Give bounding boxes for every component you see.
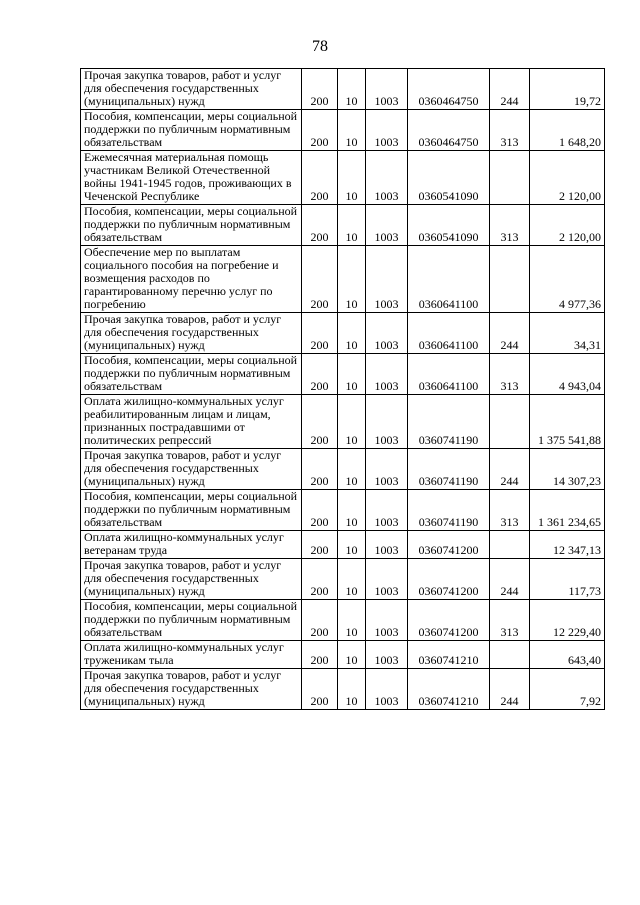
cell-amount: 4 977,36 bbox=[530, 246, 605, 313]
cell-admin-code: 200 bbox=[302, 246, 338, 313]
cell-amount: 1 375 541,88 bbox=[530, 395, 605, 449]
cell-subsection: 1003 bbox=[366, 313, 408, 354]
cell-admin-code: 200 bbox=[302, 449, 338, 490]
cell-section: 10 bbox=[338, 246, 366, 313]
table-row bbox=[81, 559, 605, 600]
cell-admin-code: 200 bbox=[302, 69, 338, 110]
cell-name: Прочая закупка товаров, работ и услуг для обеспечения государственных (муниципальных) нужд bbox=[81, 669, 302, 710]
cell-amount: 19,72 bbox=[530, 69, 605, 110]
cell-name: Пособия, компенсации, меры социальной поддержки по публичным нормативным обязательствам bbox=[81, 354, 302, 395]
table-row bbox=[81, 449, 605, 490]
cell-section: 10 bbox=[338, 110, 366, 151]
cell-admin-code: 200 bbox=[302, 395, 338, 449]
cell-target-article: 0360741210 bbox=[408, 641, 490, 669]
cell-expense-type: 244 bbox=[490, 313, 530, 354]
cell-target-article: 0360641100 bbox=[408, 354, 490, 395]
cell-subsection: 1003 bbox=[366, 600, 408, 641]
cell-amount: 12 229,40 bbox=[530, 600, 605, 641]
cell-target-article: 0360464750 bbox=[408, 110, 490, 151]
cell-admin-code: 200 bbox=[302, 600, 338, 641]
cell-admin-code: 200 bbox=[302, 559, 338, 600]
cell-amount: 643,40 bbox=[530, 641, 605, 669]
cell-admin-code: 200 bbox=[302, 151, 338, 205]
cell-target-article: 0360741200 bbox=[408, 531, 490, 559]
cell-target-article: 0360464750 bbox=[408, 69, 490, 110]
cell-expense-type: 313 bbox=[490, 205, 530, 246]
cell-name: Прочая закупка товаров, работ и услуг для обеспечения государственных (муниципальных) нужд bbox=[81, 313, 302, 354]
cell-amount: 2 120,00 bbox=[530, 151, 605, 205]
cell-amount: 14 307,23 bbox=[530, 449, 605, 490]
cell-section: 10 bbox=[338, 531, 366, 559]
cell-name: Прочая закупка товаров, работ и услуг для обеспечения государственных (муниципальных) нужд bbox=[81, 449, 302, 490]
cell-target-article: 0360541090 bbox=[408, 151, 490, 205]
table-row bbox=[81, 669, 605, 710]
cell-amount: 34,31 bbox=[530, 313, 605, 354]
cell-subsection: 1003 bbox=[366, 490, 408, 531]
cell-section: 10 bbox=[338, 151, 366, 205]
table-row bbox=[81, 110, 605, 151]
cell-subsection: 1003 bbox=[366, 559, 408, 600]
cell-admin-code: 200 bbox=[302, 669, 338, 710]
cell-section: 10 bbox=[338, 449, 366, 490]
cell-expense-type bbox=[490, 531, 530, 559]
cell-name: Пособия, компенсации, меры социальной поддержки по публичным нормативным обязательствам bbox=[81, 205, 302, 246]
cell-section: 10 bbox=[338, 354, 366, 395]
table-row bbox=[81, 490, 605, 531]
cell-name: Обеспечение мер по выплатам социального пособия на погребение и возмещения расходов по гарантированному перечню услуг по погребению bbox=[81, 246, 302, 313]
cell-admin-code: 200 bbox=[302, 354, 338, 395]
cell-admin-code: 200 bbox=[302, 641, 338, 669]
cell-section: 10 bbox=[338, 559, 366, 600]
cell-subsection: 1003 bbox=[366, 246, 408, 313]
table-row bbox=[81, 395, 605, 449]
cell-admin-code: 200 bbox=[302, 490, 338, 531]
cell-subsection: 1003 bbox=[366, 531, 408, 559]
cell-target-article: 0360541090 bbox=[408, 205, 490, 246]
cell-target-article: 0360741210 bbox=[408, 669, 490, 710]
cell-section: 10 bbox=[338, 490, 366, 531]
table-row bbox=[81, 151, 605, 205]
table-row bbox=[81, 600, 605, 641]
cell-expense-type bbox=[490, 395, 530, 449]
cell-section: 10 bbox=[338, 395, 366, 449]
cell-expense-type bbox=[490, 641, 530, 669]
cell-name: Оплата жилищно-коммунальных услуг труженикам тыла bbox=[81, 641, 302, 669]
cell-expense-type: 313 bbox=[490, 110, 530, 151]
cell-section: 10 bbox=[338, 600, 366, 641]
cell-section: 10 bbox=[338, 669, 366, 710]
cell-expense-type: 313 bbox=[490, 490, 530, 531]
cell-section: 10 bbox=[338, 205, 366, 246]
cell-target-article: 0360741200 bbox=[408, 559, 490, 600]
cell-subsection: 1003 bbox=[366, 151, 408, 205]
cell-section: 10 bbox=[338, 641, 366, 669]
cell-admin-code: 200 bbox=[302, 313, 338, 354]
table-row bbox=[81, 313, 605, 354]
cell-amount: 12 347,13 bbox=[530, 531, 605, 559]
cell-expense-type bbox=[490, 246, 530, 313]
cell-amount: 4 943,04 bbox=[530, 354, 605, 395]
cell-name: Пособия, компенсации, меры социальной поддержки по публичным нормативным обязательствам bbox=[81, 490, 302, 531]
table-row bbox=[81, 205, 605, 246]
cell-section: 10 bbox=[338, 313, 366, 354]
table-body bbox=[81, 69, 605, 710]
cell-expense-type bbox=[490, 151, 530, 205]
cell-expense-type: 244 bbox=[490, 559, 530, 600]
cell-name: Пособия, компенсации, меры социальной поддержки по публичным нормативным обязательствам bbox=[81, 600, 302, 641]
cell-subsection: 1003 bbox=[366, 641, 408, 669]
cell-name: Прочая закупка товаров, работ и услуг для обеспечения государственных (муниципальных) нужд bbox=[81, 69, 302, 110]
cell-name: Оплата жилищно-коммунальных услуг реабилитированным лицам и лицам, признанных пострадавшими от политических репрессий bbox=[81, 395, 302, 449]
cell-target-article: 0360741190 bbox=[408, 490, 490, 531]
cell-amount: 1 361 234,65 bbox=[530, 490, 605, 531]
cell-expense-type: 244 bbox=[490, 449, 530, 490]
cell-expense-type: 313 bbox=[490, 600, 530, 641]
cell-target-article: 0360641100 bbox=[408, 313, 490, 354]
page-number: 78 bbox=[312, 38, 328, 55]
cell-amount: 2 120,00 bbox=[530, 205, 605, 246]
cell-target-article: 0360641100 bbox=[408, 246, 490, 313]
cell-subsection: 1003 bbox=[366, 669, 408, 710]
cell-name: Оплата жилищно-коммунальных услуг ветеранам труда bbox=[81, 531, 302, 559]
cell-target-article: 0360741190 bbox=[408, 449, 490, 490]
cell-target-article: 0360741190 bbox=[408, 395, 490, 449]
table-row bbox=[81, 641, 605, 669]
table-row bbox=[81, 531, 605, 559]
cell-admin-code: 200 bbox=[302, 531, 338, 559]
cell-subsection: 1003 bbox=[366, 69, 408, 110]
cell-subsection: 1003 bbox=[366, 449, 408, 490]
cell-amount: 1 648,20 bbox=[530, 110, 605, 151]
cell-name: Прочая закупка товаров, работ и услуг для обеспечения государственных (муниципальных) нужд bbox=[81, 559, 302, 600]
cell-amount: 117,73 bbox=[530, 559, 605, 600]
cell-amount: 7,92 bbox=[530, 669, 605, 710]
cell-name: Пособия, компенсации, меры социальной поддержки по публичным нормативным обязательствам bbox=[81, 110, 302, 151]
table-row bbox=[81, 69, 605, 110]
cell-admin-code: 200 bbox=[302, 205, 338, 246]
cell-section: 10 bbox=[338, 69, 366, 110]
table-row bbox=[81, 246, 605, 313]
cell-admin-code: 200 bbox=[302, 110, 338, 151]
cell-subsection: 1003 bbox=[366, 205, 408, 246]
table-row bbox=[81, 354, 605, 395]
cell-expense-type: 244 bbox=[490, 69, 530, 110]
cell-subsection: 1003 bbox=[366, 110, 408, 151]
cell-subsection: 1003 bbox=[366, 354, 408, 395]
cell-subsection: 1003 bbox=[366, 395, 408, 449]
budget-table bbox=[80, 68, 605, 710]
cell-expense-type: 244 bbox=[490, 669, 530, 710]
cell-target-article: 0360741200 bbox=[408, 600, 490, 641]
cell-name: Ежемесячная материальная помощь участникам Великой Отечественной войны 1941-1945 годов, проживающих в Чеченской Республике bbox=[81, 151, 302, 205]
cell-expense-type: 313 bbox=[490, 354, 530, 395]
